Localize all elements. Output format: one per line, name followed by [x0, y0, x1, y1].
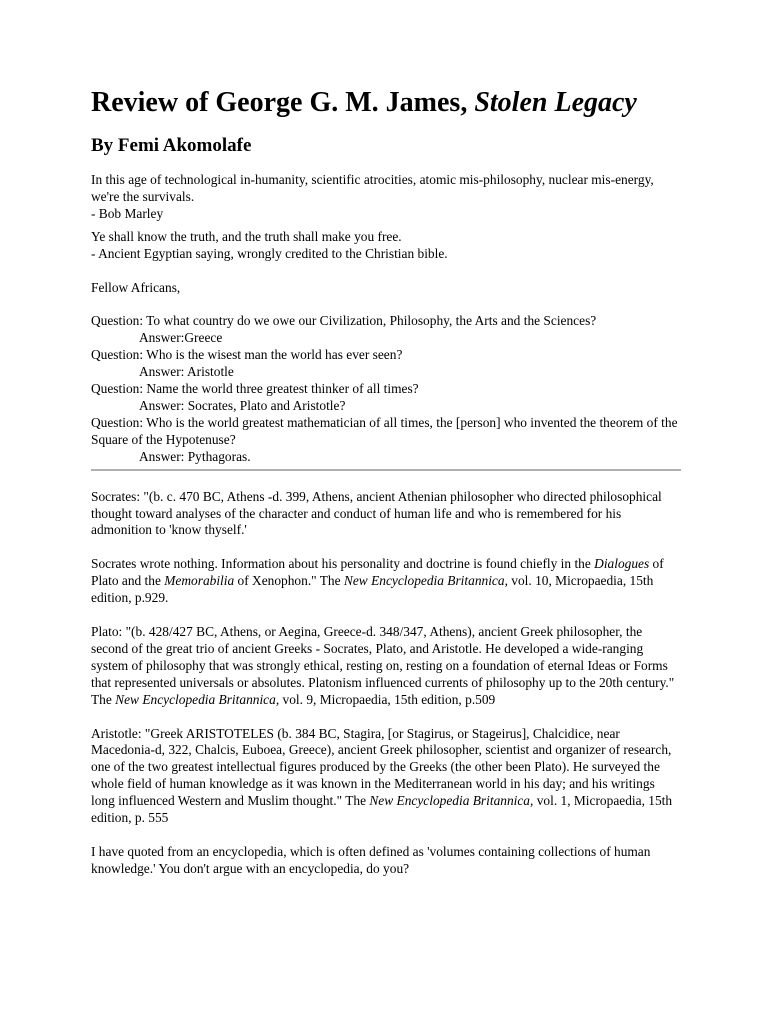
question: Question: Who is the world greatest mathematician of all times, the [person] who invented the theorem of the Square of the Hypotenuse? — [91, 414, 678, 447]
title-italic: Stolen Legacy — [474, 87, 637, 118]
aristotle-paragraph: Aristotle: "Greek ARISTOTELES (b. 384 BC, Stagira, [or Stagirus, or Stageirus], Chalcidice, near Macedonia-d, 322, Chalcis, Euboea, Greece), ancient Greek philosopher, scientist and organizer of research, one of the two greatest intellectual figures produced by the Greeks (the other been Plato). He surveyed the whole field of human knowledge as it was known in the Mediterranean world in his day; and his writings long influenced Western and Muslim thought." The New Encyclopedia Britannica, vol. 1, Micropaedia, 15th edition, p. 555 — [91, 725, 673, 826]
question: Question: Name the world three greatest thinker of all times? — [91, 381, 419, 397]
page-title — [91, 86, 681, 120]
socrates-writings-paragraph: Socrates wrote nothing. Information about his personality and doctrine is found chiefly in the Dialogues of Plato and the Memorabilia of Xenophon." The New Encyclopedia Britannica, vol. 10, Micropaedia, 15th edition, p.929. — [91, 556, 664, 606]
answer: Answer: Socrates, Plato and Aristotle? — [139, 397, 346, 413]
epigraph-egyptian — [91, 229, 681, 263]
answer: Answer: Pythagoras. — [139, 448, 251, 464]
byline: By Femi Akomolafe — [91, 135, 252, 156]
title-main: Review of George G. M. James, — [91, 87, 475, 118]
answer: Answer:Greece — [139, 330, 223, 346]
epigraph-attribution: - Bob Marley — [91, 205, 164, 221]
question: Question: To what country do we owe our Civilization, Philosophy, the Arts and the Sciences? — [91, 313, 597, 329]
book-title: New Encyclopedia Britannica, — [369, 793, 534, 809]
qa-list — [91, 313, 681, 465]
book-title: New Encyclopedia Britannica, — [343, 573, 508, 589]
book-title: New Encyclopedia Britannica, — [115, 691, 280, 707]
epigraph-marley — [91, 172, 681, 223]
plato-paragraph: Plato: "(b. 428/427 BC, Athens, or Aegina, Greece-d. 348/347, Athens), ancient Greek philosopher, the second of the great trio of ancient Greeks - Socrates, Plato, and Aristotle. He developed a wide-ranging system of philosophy that was strongly ethical, resting on, resting on a foundation of eternal Ideas or Forms that represented universals or absolutes. Platonism influenced currents of philosophy up to the 20th century." The New Encyclopedia Britannica, vol. 9, Micropaedia, 15th edition, p.509 — [91, 624, 675, 707]
epigraph-quote: Ye shall know the truth, and the truth shall make you free. — [91, 228, 402, 244]
socrates-paragraph: Socrates: "(b. c. 470 BC, Athens -d. 399, Athens, ancient Athenian philosopher who directed philosophical thought toward analyses of the character and conduct of human life and who is remembered for his admonition to 'know thyself.' — [91, 488, 662, 538]
answer: Answer: Aristotle — [139, 364, 234, 380]
closing-paragraph: I have quoted from an encyclopedia, which is often defined as 'volumes containing collections of human knowledge.' You don't argue with an encyclopedia, do you? — [91, 844, 651, 876]
book-title: Dialogues — [594, 556, 650, 572]
epigraph-attribution: - Ancient Egyptian saying, wrongly credited to the Christian bible. — [91, 245, 448, 261]
salutation: Fellow Africans, — [91, 279, 181, 295]
epigraph-quote: In this age of technological in-humanity, scientific atrocities, atomic mis-philosophy, nuclear mis-energy, we're the survivals. — [91, 172, 654, 204]
book-title: Memorabilia — [164, 573, 235, 589]
question: Question: Who is the wisest man the world has ever seen? — [91, 347, 403, 363]
divider — [91, 469, 681, 471]
article — [91, 86, 681, 895]
